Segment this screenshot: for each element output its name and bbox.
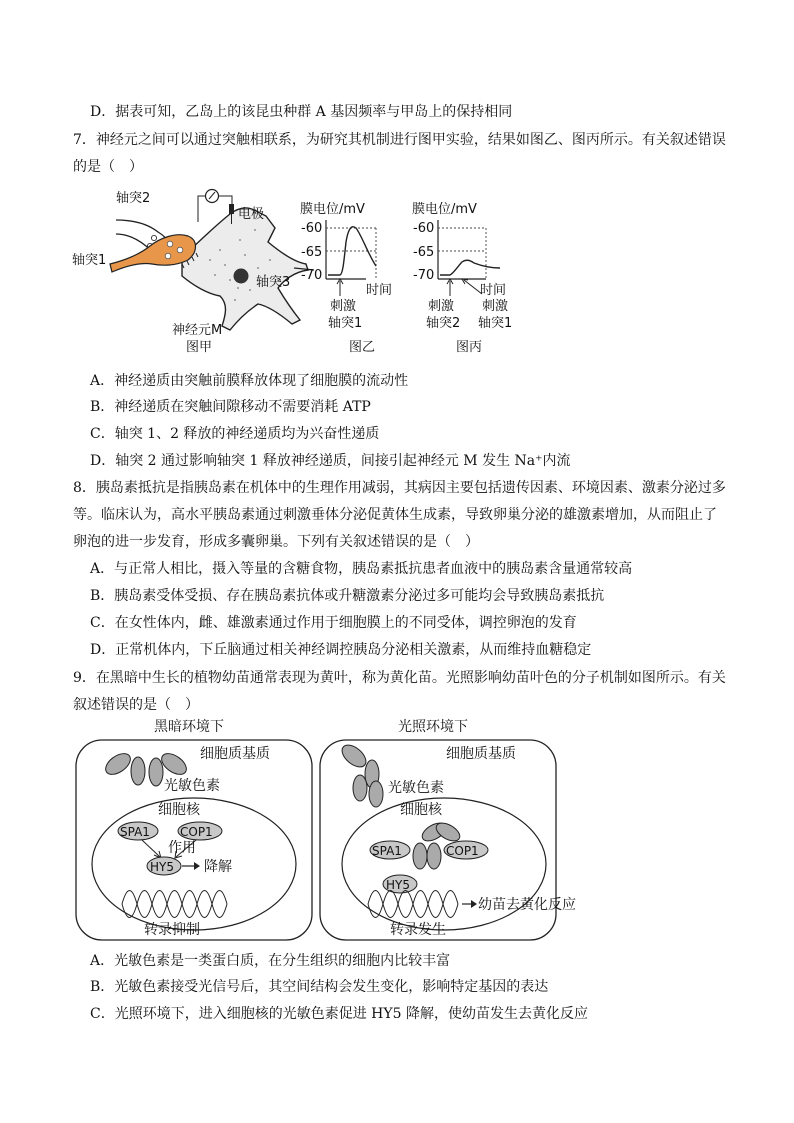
label-axon-1: 轴突1: [72, 253, 107, 268]
q7-option-c: C．轴突 1、2 释放的神经递质均为兴奋性递质: [90, 426, 380, 442]
q7-option-d: D．轴突 2 通过影响轴突 1 释放神经递质，间接引起神经元 M 发生 Na⁺内流: [90, 453, 571, 469]
figure-yi: [300, 201, 392, 355]
bing-stim-a: 刺激: [428, 299, 455, 314]
caption-yi: 图乙: [349, 340, 376, 355]
yi-stim-target: 轴突1: [328, 316, 363, 331]
q6-option-d: D．据表可知，乙岛上的该昆虫种群 A 基因频率与甲岛上的保持相同: [90, 104, 513, 120]
q8-option-a: A．与正常人相比，摄入等量的含糖食物，胰岛素抵抗患者血液中的胰岛素含量通常较高: [90, 561, 633, 577]
light-spa1: SPA1: [372, 844, 402, 858]
q8-option-c: C．在女性体内，雌、雄激素通过作用于细胞膜上的不同受体，调控卵泡的发育: [90, 615, 577, 631]
q9-stem-line1: 9．在黑暗中生长的植物幼苗通常表现为黄叶，称为黄化苗。光照影响幼苗叶色的分子机制如图所示。有关: [73, 670, 726, 686]
light-phytochrome-label: 光敏色素: [388, 780, 444, 796]
caption-bing: 图丙: [456, 340, 483, 355]
yi-tick-70: -70: [301, 268, 323, 283]
q8-option-d: D．正常机体内，下丘脑通过相关神经调控胰岛分泌相关激素，从而维持血糖稳定: [90, 642, 592, 658]
neuron-m-body: [182, 208, 308, 330]
dark-result: 转录抑制: [144, 922, 200, 938]
yi-tick-60: -60: [301, 221, 323, 236]
q7-stem-line2: 的是（ ）: [73, 159, 143, 175]
bing-ylabel: 膜电位/mV: [412, 202, 477, 217]
bing-stim-a-target: 轴突2: [426, 316, 461, 331]
label-electrode: 电极: [238, 207, 265, 222]
dark-nucleus-label: 细胞核: [158, 802, 200, 818]
label-axon-3: 轴突3: [256, 275, 291, 290]
yi-stim: 刺激: [330, 299, 357, 314]
bing-tick-60: -60: [413, 221, 435, 236]
bing-tick-70: -70: [413, 268, 435, 283]
label-axon-2: 轴突2: [116, 191, 151, 206]
bing-xlabel: 时间: [480, 283, 507, 298]
light-cytoplasm-label: 细胞质基质: [446, 746, 516, 762]
yi-tick-65: -65: [301, 245, 323, 260]
dark-title: 黑暗环境下: [154, 719, 224, 735]
dark-degrade-label: 降解: [204, 859, 232, 875]
dark-cytoplasm-label: 细胞质基质: [200, 746, 270, 762]
dark-phytochrome-label: 光敏色素: [164, 778, 220, 794]
yi-xlabel: 时间: [366, 283, 393, 298]
light-nucleus-label: 细胞核: [400, 802, 442, 818]
dark-panel: [76, 719, 312, 940]
dark-spa1: SPA1: [120, 825, 150, 839]
light-result: 转录发生: [390, 922, 446, 938]
q8-stem-line1: 8．胰岛素抵抗是指胰岛素在机体中的生理作用减弱，其病因主要包括遗传因素、环境因素、激素分泌过多: [73, 480, 726, 496]
q8-stem-line3: 卵泡的进一步发育，形成多囊卵巢。下列有关叙述错误的是（ ）: [73, 534, 479, 550]
figure-bing: [412, 201, 512, 355]
bing-tick-65: -65: [413, 245, 435, 260]
q9-option-c: C．光照环境下，进入细胞核的光敏色素促进 HY5 降解，使幼苗发生去黄化反应: [90, 1006, 588, 1022]
q9-option-a: A．光敏色素是一类蛋白质，在分生组织的细胞内比较丰富: [90, 953, 451, 969]
q9-option-b: B．光敏色素接受光信号后，其空间结构会发生变化，影响特定基因的表达: [90, 979, 549, 995]
yi-ylabel: 膜电位/mV: [300, 202, 365, 217]
label-neuron-m: 神经元M: [172, 323, 223, 338]
light-outcome: 幼苗去黄化反应: [478, 897, 576, 913]
q7-option-a: A．神经递质由突触前膜释放体现了细胞膜的流动性: [90, 373, 409, 389]
q7-option-b: B．神经递质在突触间隙移动不需要消耗 ATP: [90, 399, 371, 415]
light-hy5: HY5: [386, 878, 410, 892]
light-panel: [320, 718, 576, 940]
nucleus: [234, 269, 249, 284]
q7-figure: [70, 180, 530, 360]
q9-figure: [72, 716, 602, 944]
bing-stim-b-target: 轴突1: [478, 316, 513, 331]
dark-hy5: HY5: [150, 860, 174, 874]
figure-jia: [72, 190, 314, 356]
q8-option-b: B．胰岛素受体受损、存在胰岛素抗体或升糖激素分泌过多可能均会导致胰岛素抵抗: [90, 588, 605, 604]
dark-action-label: 作用: [168, 840, 196, 856]
light-cop1: COP1: [446, 844, 479, 858]
light-title: 光照环境下: [398, 719, 468, 735]
q7-stem-line1: 7．神经元之间可以通过突触相联系，为研究其机制进行图甲实验，结果如图乙、图丙所示。有关叙述错误: [73, 132, 726, 148]
bing-stim-b: 刺激: [482, 299, 509, 314]
dark-cop1: COP1: [180, 825, 213, 839]
bing-potential-curve: [440, 260, 500, 275]
q8-stem-line2: 等。临床认为，高水平胰岛素通过刺激垂体分泌促黄体生成素，导致卵巢分泌的雄激素增加，从而阻止了: [73, 507, 717, 523]
q9-stem-line2: 叙述错误的是（ ）: [73, 697, 199, 713]
caption-jia: 图甲: [186, 340, 213, 355]
